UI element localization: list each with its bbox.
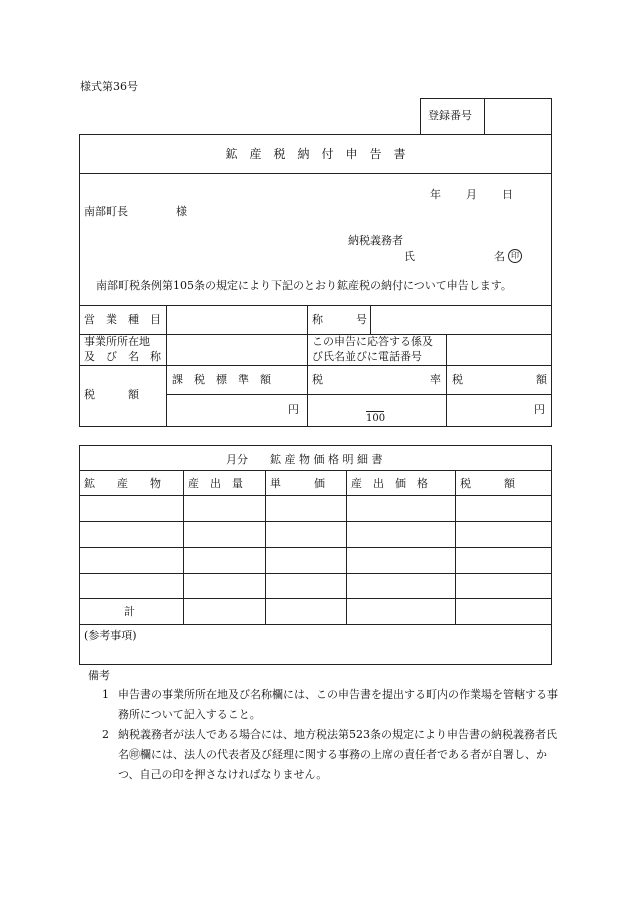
header-tax: 税 額 xyxy=(460,477,515,490)
taxpayer-name-label: 氏 xyxy=(404,250,415,263)
addressee-honorific: 様 xyxy=(176,205,187,218)
yen-unit-1: 円 xyxy=(288,403,299,416)
taxpayer-label: 納税義務者 xyxy=(348,234,403,247)
rate-denominator: 100 xyxy=(366,413,386,424)
tax-rate-label-left: 税 xyxy=(312,373,323,386)
tax-label-left: 税 xyxy=(452,373,463,386)
header-mineral: 鉱 産 物 xyxy=(84,477,161,490)
tax-label-right: 額 xyxy=(536,373,547,386)
contact-label-1: この申告に応答する係及 xyxy=(312,335,433,348)
date-year: 年 xyxy=(430,188,441,201)
header-unit-price: 単 価 xyxy=(270,477,325,490)
contact-label-2: び氏名並びに電話番号 xyxy=(312,350,422,363)
form-number: 様式第36号 xyxy=(80,80,138,93)
tax-rate-label-right: 率 xyxy=(430,373,441,386)
remarks-heading: 備考 xyxy=(88,669,110,682)
month-label: 月分 xyxy=(226,453,248,466)
reference-label: (参考事項) xyxy=(84,629,137,642)
total-label: 計 xyxy=(124,605,135,618)
date-day: 日 xyxy=(502,188,513,201)
yen-unit-2: 円 xyxy=(534,403,545,416)
date-month: 月 xyxy=(466,188,477,201)
page-title: 鉱 産 税 納 付 申 告 書 xyxy=(225,147,406,161)
header-output: 産 出 量 xyxy=(188,477,243,490)
addressee: 南部町長 xyxy=(84,205,128,218)
remark-item: 2 納税義務者が法人である場合には、地方税法第523条の規定により申告書の納税義務者氏名㊞欄には、法人の代表者及び経理に関する事務の上席の責任者である者が自署し、かつ、自己の印を押さなければなりません。 xyxy=(102,728,557,781)
remark-item: 1 申告書の事業所所在地及び名称欄には、この申告書を提出する町内の作業場を管轄する事務所について記入すること。 xyxy=(102,688,558,721)
taxpayer-name-label-2: 名 xyxy=(494,250,505,263)
business-type-label: 営 業 種 目 xyxy=(84,313,161,326)
office-location-label-2: 及 び 名 称 xyxy=(84,350,161,363)
office-location-label-1: 事業所所在地 xyxy=(84,335,150,348)
registration-label: 登録番号 xyxy=(428,109,472,122)
table-row[interactable] xyxy=(80,496,551,598)
price-table-heading: 鉱 産 物 価 格 明 細 書 xyxy=(270,453,383,466)
trade-name-label: 称 号 xyxy=(312,313,367,326)
tax-amount-label: 税 額 xyxy=(84,388,139,401)
statement: 南部町税条例第105条の規定により下記のとおり鉱産税の納付について申告します。 xyxy=(96,279,512,292)
seal-icon: 印 xyxy=(508,249,522,263)
tax-base-label: 課 税 標 準 額 xyxy=(172,373,271,386)
header-output-value: 産 出 価 格 xyxy=(351,477,428,490)
